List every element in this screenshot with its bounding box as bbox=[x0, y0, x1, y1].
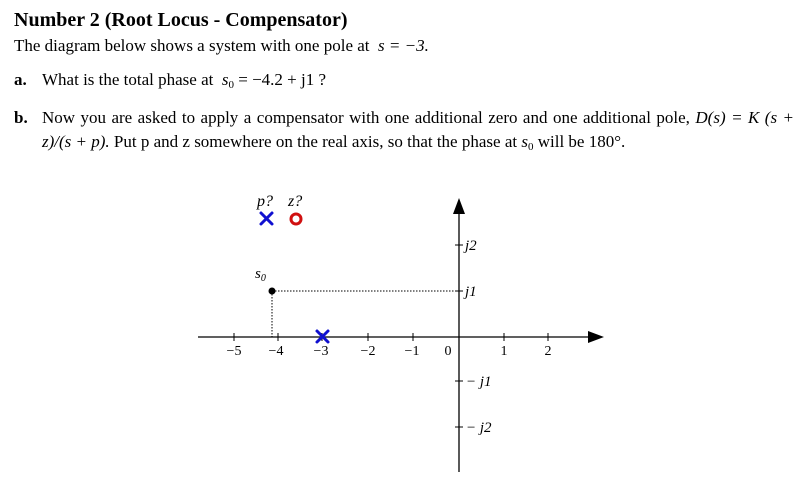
legend-zero-icon bbox=[291, 214, 301, 224]
question-a-text: What is the total phase at bbox=[42, 70, 214, 89]
y-tick-label: − j2 bbox=[466, 420, 492, 436]
imag-axis-arrow bbox=[453, 198, 465, 214]
s0-subscript: 0 bbox=[527, 140, 534, 153]
legend-p-label: p? bbox=[257, 193, 273, 210]
page-title: Number 2 (Root Locus - Compensator) bbox=[14, 9, 348, 31]
s0-subscript: 0 bbox=[228, 79, 234, 91]
x-tick-label: −3 bbox=[313, 344, 329, 359]
s0-symbol: s bbox=[221, 70, 229, 89]
x-tick-label: 1 bbox=[500, 344, 508, 359]
s0-symbol: s bbox=[521, 131, 528, 151]
question-b-label: b. bbox=[14, 108, 28, 127]
s0-label: $s_0$ bbox=[255, 266, 266, 284]
x-tick-label: −1 bbox=[404, 344, 420, 359]
y-tick-label: j2 bbox=[465, 238, 477, 254]
compensator-formula: D(s) = K (s + z)/(s + p). bbox=[42, 108, 795, 151]
real-axis-arrow bbox=[588, 331, 604, 343]
y-tick-label: j1 bbox=[465, 284, 477, 300]
question-b-text2: Put p and z somewhere on the real axis, so that the phase at bbox=[113, 131, 518, 151]
question-a-label: a. bbox=[14, 70, 27, 89]
x-tick-label: −2 bbox=[360, 344, 376, 359]
intro-sentence: The diagram below shows a system with one pole at bbox=[14, 36, 370, 55]
x-tick-label: 0 bbox=[444, 344, 452, 359]
x-tick-label: −5 bbox=[226, 344, 242, 359]
legend-pole-icon bbox=[261, 213, 272, 224]
y-tick-label: − j1 bbox=[466, 374, 492, 390]
s0-point bbox=[269, 288, 276, 295]
question-b-line1: Now you are asked to apply a compensator with one additional zero and one additional pole, bbox=[42, 108, 690, 127]
question-b-text3: will be bbox=[537, 131, 585, 151]
target-angle: 180°. bbox=[588, 131, 626, 151]
x-tick-label: −4 bbox=[268, 344, 284, 359]
legend-z-label: z? bbox=[288, 193, 303, 210]
x-tick-label: 2 bbox=[544, 344, 552, 359]
s0-value: = −4.2 + j1 ? bbox=[238, 70, 327, 89]
pole-expression: s = −3. bbox=[378, 36, 429, 55]
